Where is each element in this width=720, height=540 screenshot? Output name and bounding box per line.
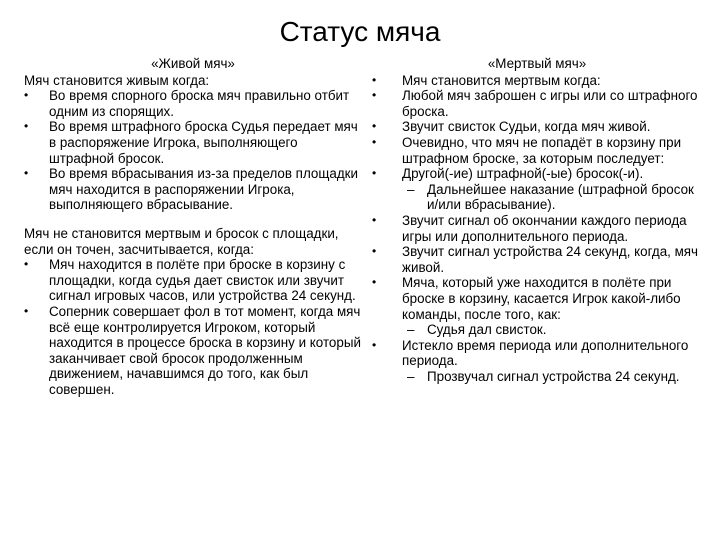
live-ball-item: • Во время вбрасывания из-за пределов площадки мяч находится в распоряжении Игрока, выполняющего вбрасывание. <box>24 166 362 213</box>
dead-ball-item: • Звучит сигнал устройства 24 секунд, когда, мяч живой. <box>372 244 702 275</box>
dead-ball-subitem: – Прозвучал сигнал устройства 24 секунд. <box>372 369 702 385</box>
dead-ball-column <box>372 56 702 384</box>
live-ball-heading: «Живой мяч» <box>151 56 235 71</box>
slide-title: Статус мяча <box>279 16 441 47</box>
dead-ball-heading: «Мертвый мяч» <box>487 56 587 71</box>
dead-ball-item: • Другой(-ие) штрафной(-ые) бросок(-и). <box>372 166 702 182</box>
dead-ball-item: • Мяч становится мертвым когда: <box>372 73 702 89</box>
not-dead-item: • Соперник совершает фол в тот момент, когда мяч всё еще контролируется Игроком, который находится в процессе броска в корзину и который заканчивает свой бросок продолженным движением, начавшимся до того, как был совершен. <box>24 304 362 398</box>
dead-ball-item: • Звучит сигнал об окончании каждого периода игры или дополнительного периода. <box>372 213 702 244</box>
live-ball-item: • Во время спорного броска мяч правильно отбит одним из спорящих. <box>24 88 362 119</box>
not-dead-intro: Мяч не становится мертвым и бросок с площадки, если он точен, засчитывается, когда: <box>24 225 339 257</box>
live-ball-column <box>24 56 362 397</box>
live-ball-item: • Во время штрафного броска Судья передает мяч в распоряжение Игрока, выполняющего штрафной бросок. <box>24 119 362 166</box>
dead-ball-subitem: – Судья дал свисток. <box>372 322 702 338</box>
dead-ball-item: • Мяча, который уже находится в полёте при броске в корзину, касается Игрок какой-либо команды, после того, как: <box>372 275 702 322</box>
dead-ball-item: • Любой мяч заброшен с игры или со штрафного броска. <box>372 88 702 119</box>
live-ball-intro: Мяч становится живым когда: <box>24 72 210 88</box>
not-dead-item: • Мяч находится в полёте при броске в корзину с площадки, когда судья дает свисток или звучит сигнал игровых часов, или устройства 24 секунд. <box>24 257 362 304</box>
dead-ball-item: • Очевидно, что мяч не попадёт в корзину при штрафном броске, за которым последует: <box>372 135 702 166</box>
dead-ball-subitem: – Дальнейшее наказание (штрафной бросок и/или вбрасывание). <box>372 182 702 213</box>
dead-ball-item: • Звучит свисток Судьи, когда мяч живой. <box>372 119 702 135</box>
dead-ball-item: • Истекло время периода или дополнительного периода. <box>372 338 702 369</box>
spacer <box>24 213 362 226</box>
